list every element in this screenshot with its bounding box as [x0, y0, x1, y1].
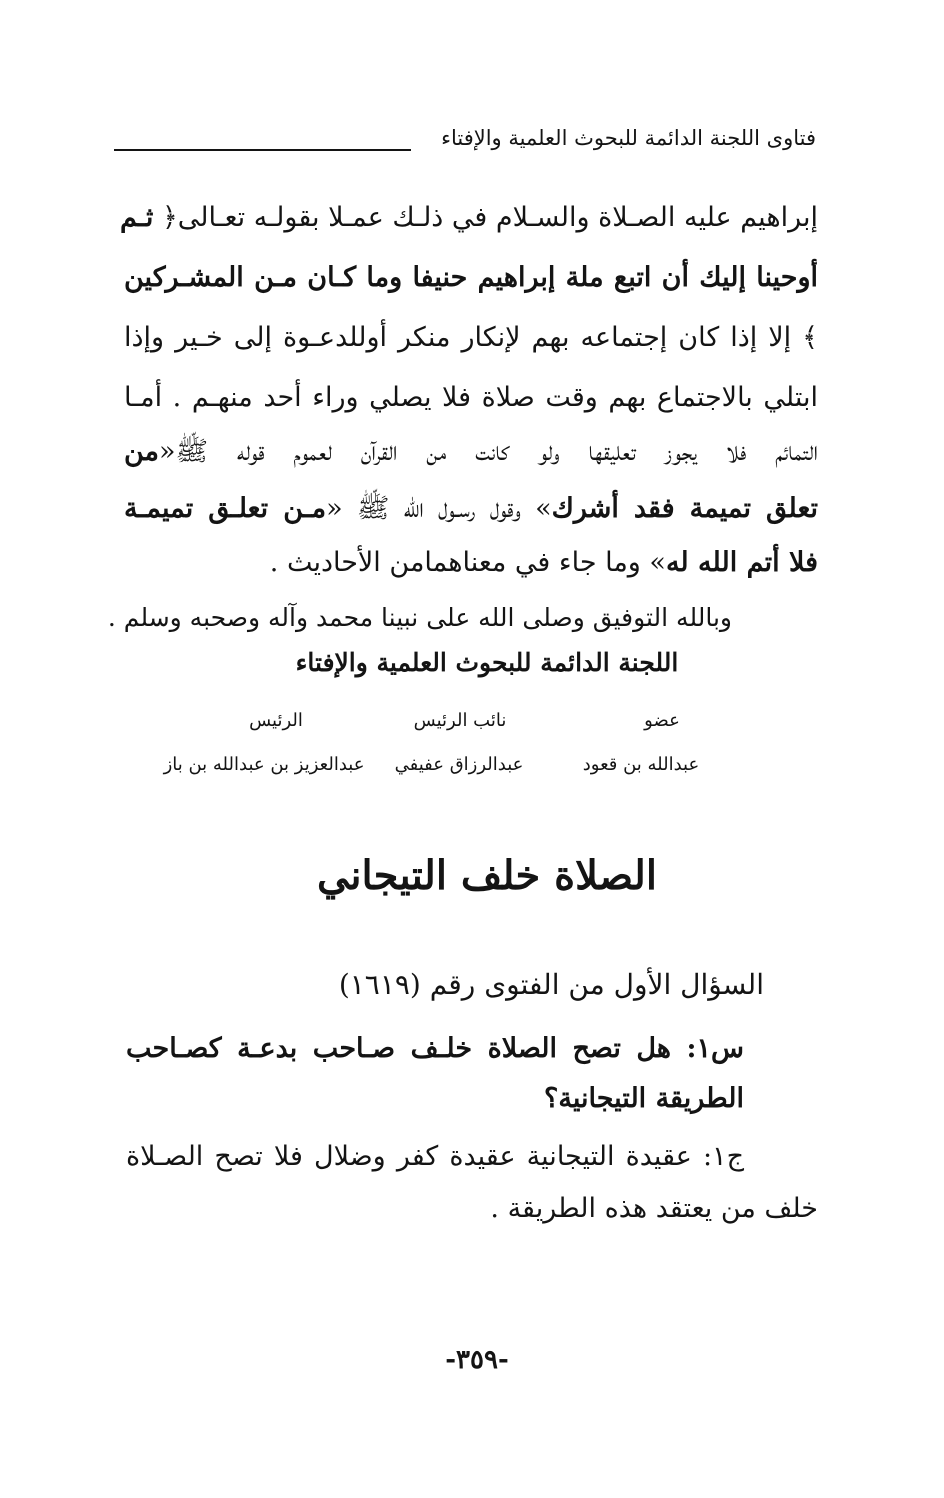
body-line-5-bold: من [124, 436, 160, 467]
running-header: فتاوى اللجنة الدائمة للبحوث العلمية والإفتاء [441, 126, 816, 150]
body-line-5-text: التمائم فلا يجوز تعليقها ولو كانت من القرآن لعموم قوله ﷺ« [159, 436, 818, 467]
body-line-6 [124, 489, 818, 529]
body-line-1-bold: ثـم [119, 202, 154, 233]
body-line-5 [124, 432, 818, 472]
body-line-7-text: » وما جاء في معناهمامن الأحاديث . [269, 547, 666, 578]
vice-role: نائب الرئيس [413, 710, 507, 731]
question-line-1: س١: هل تصح الصلاة خلـف صـاحب بدعـة كصـاحب [126, 1033, 744, 1064]
body-line-6-bold-b: مـن تعلـق تميمـة [124, 493, 327, 524]
body-line-4-text: ابتلي بالاجتماع بهم وقت صلاة فلا يصلي وراء أحد منهـم . أمـا [124, 382, 818, 413]
header-rule [114, 149, 411, 151]
answer-line-1: ج١: عقيدة التيجانية عقيدة كفر وضلال فلا تصح الصـلاة [126, 1141, 744, 1172]
member-role: عضو [644, 710, 680, 731]
fatwa-reference: السؤال الأول من الفتوى رقم (١٦١٩) [338, 968, 764, 1001]
committee-title: اللجنة الدائمة للبحوث العلمية والإفتاء [295, 648, 679, 677]
chair-name: عبدالعزيز بن عبدالله بن باز [163, 754, 365, 775]
body-line-7 [124, 543, 818, 583]
vice-name: عبدالرزاق عفيفي [394, 754, 524, 775]
question-line-2: الطريقة التيجانية؟ [544, 1083, 744, 1114]
body-line-4 [124, 378, 818, 418]
body-line-1 [119, 198, 818, 238]
body-line-2 [124, 258, 818, 298]
section-title: الصلاة خلف التيجاني [317, 852, 657, 899]
member-name: عبدالله بن قعود [582, 754, 700, 775]
body-line-2-bold: أوحينا إليك أن اتبع ملة إبراهيم حنيفا وما كـان مـن المشـركين [124, 262, 818, 293]
body-line-3 [124, 318, 818, 358]
body-line-6-text: » وقول رسـول الله ﷺ « [326, 493, 552, 524]
body-line-3-text: ﴾ إلا إذا كان إجتماعه بهم لإنكار منكر أوللدعـوة إلى خـير وإذا [124, 322, 818, 353]
chair-role: الرئيس [249, 710, 303, 731]
body-line-7-bold: فلا أتم الله له [665, 547, 818, 578]
body-line-1-text: إبراهيم عليه الصـلاة والسـلام في ذلـك عمـلا بقولـه تعـالى﴿ [153, 202, 818, 233]
answer-line-2: خلف من يعتقد هذه الطريقة . [490, 1193, 818, 1224]
page-number: -٣٥٩- [445, 1345, 509, 1375]
closing-line: وبالله التوفيق وصلى الله على نبينا محمد وآله وصحبه وسلم . [107, 603, 732, 632]
body-line-6-bold-a: تعلق تميمة فقد أشرك [551, 493, 818, 524]
